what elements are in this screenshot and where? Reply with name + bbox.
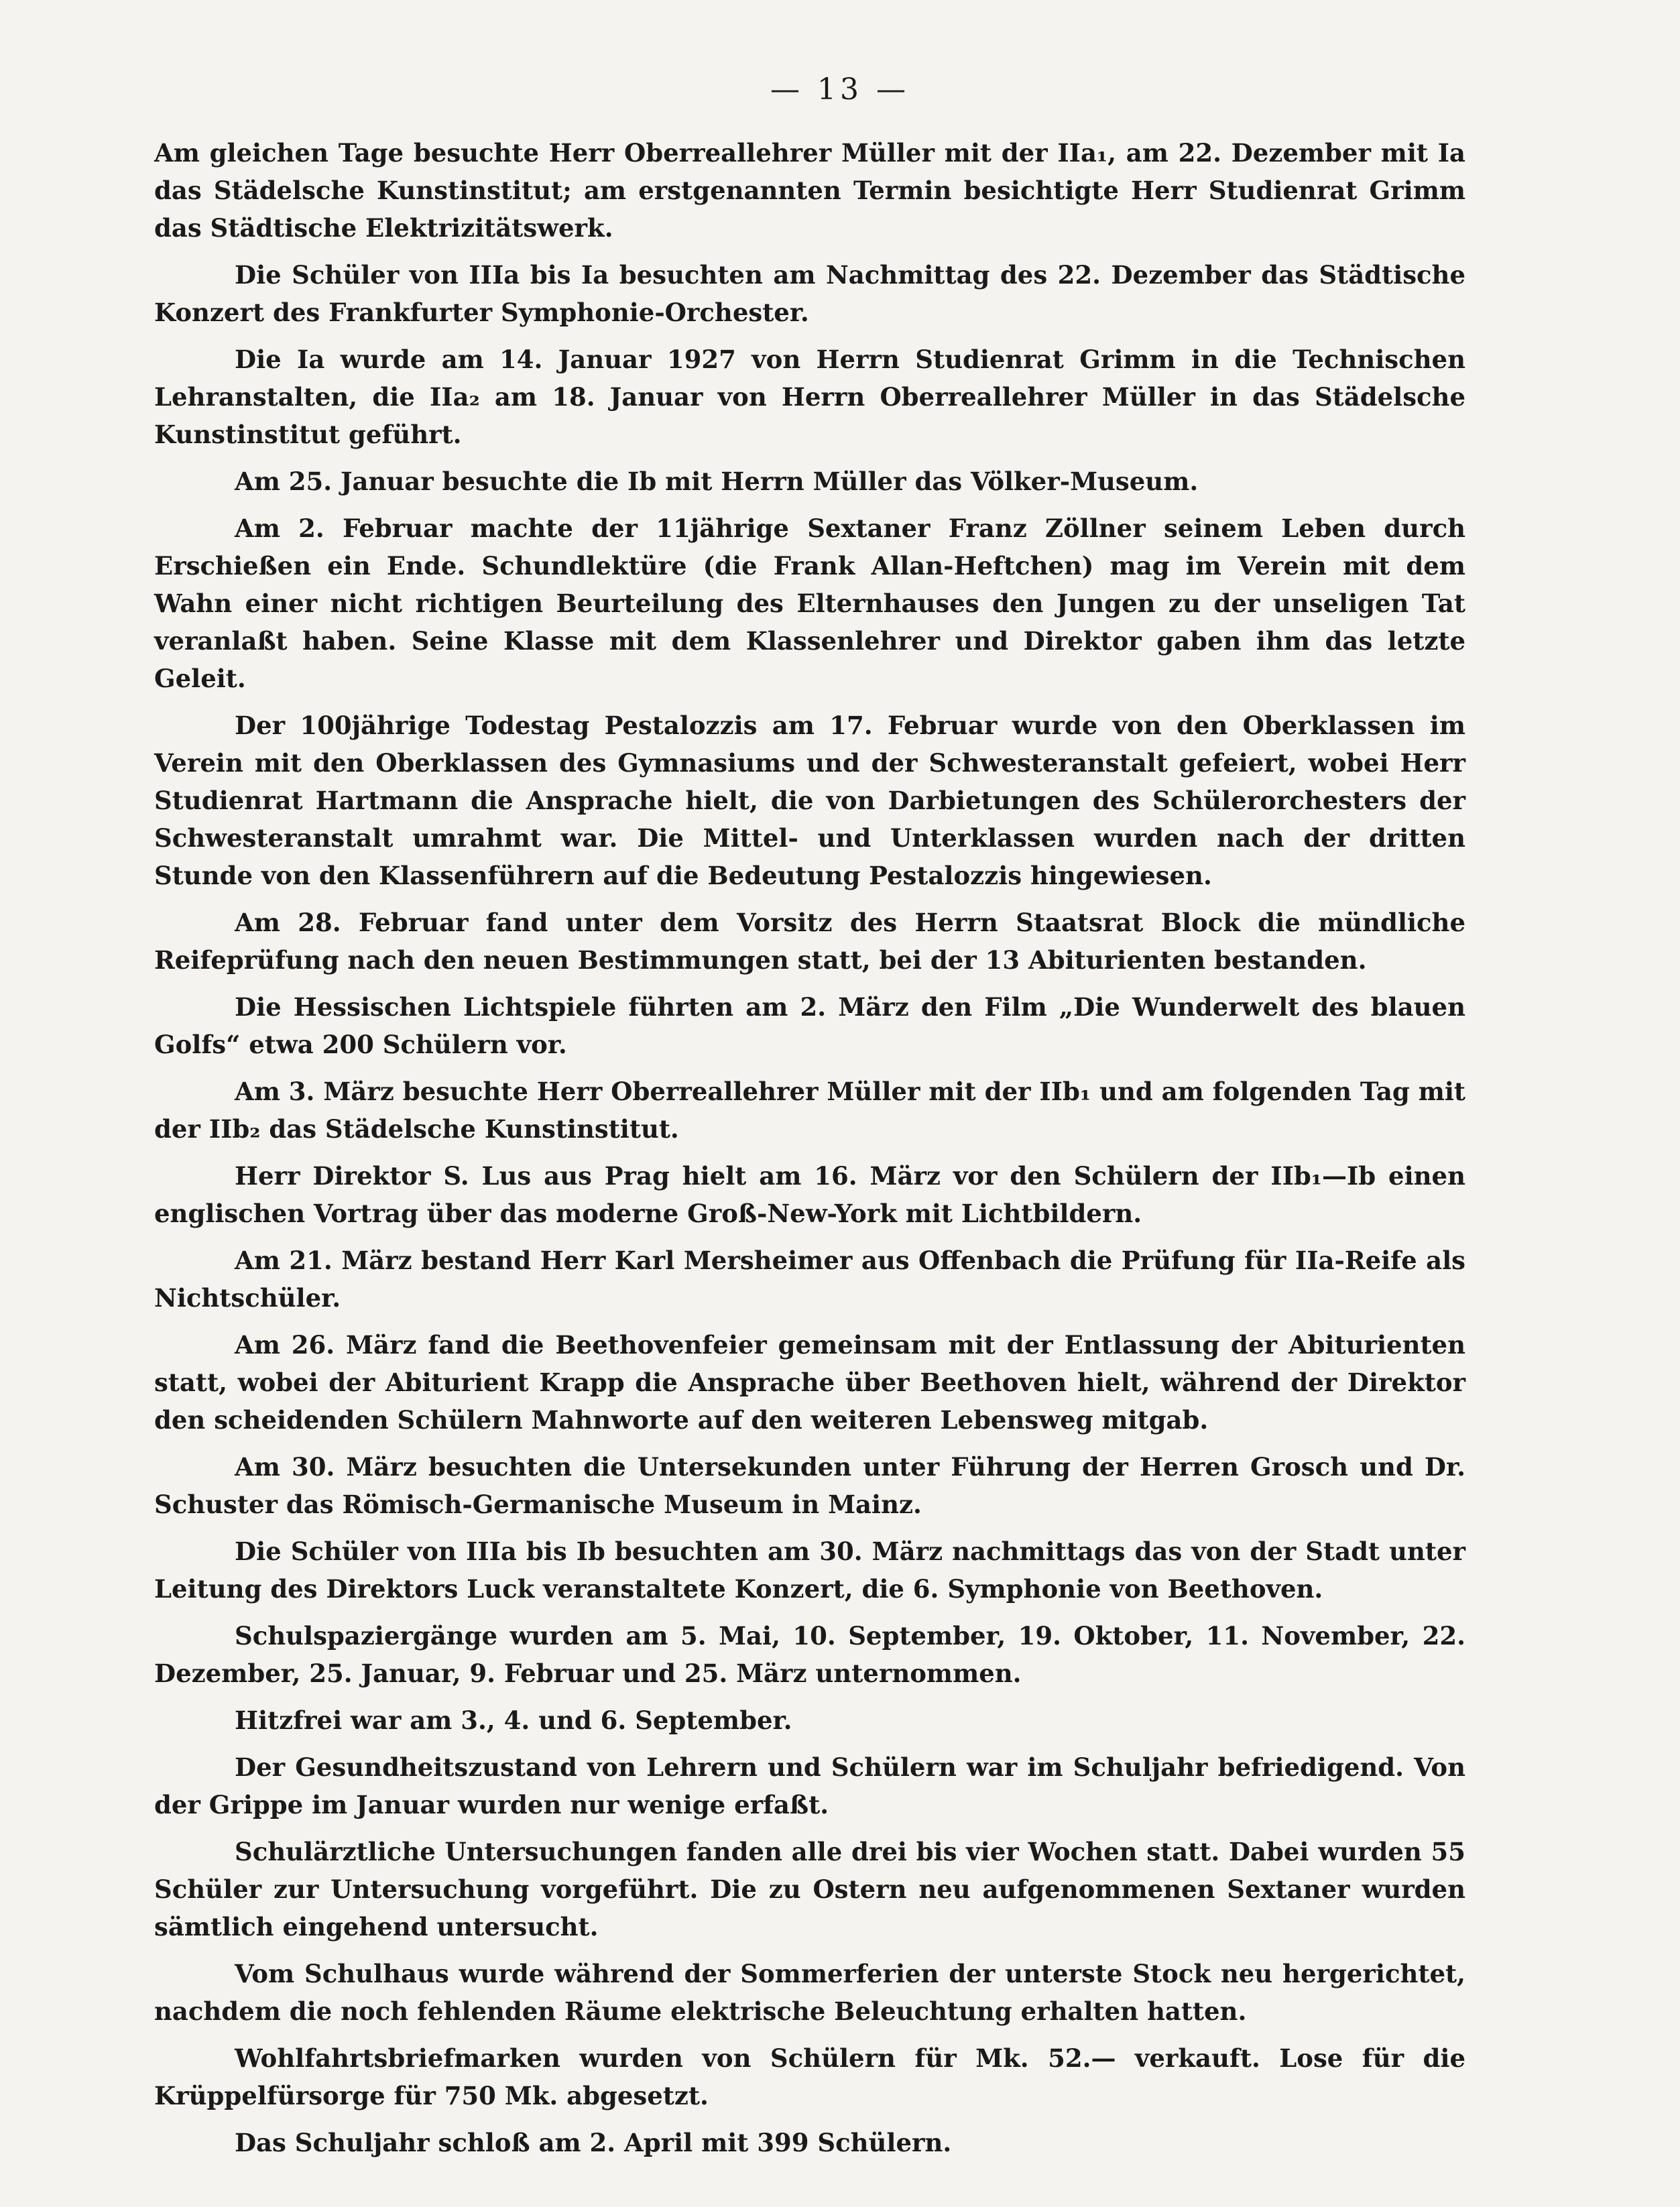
paragraph: Am 30. März besuchten die Untersekunden unter Führung der Herren Grosch und Dr. Schuster das Römisch-Germanische Museum in Mainz.	[154, 1452, 1465, 1519]
paragraph: Am 28. Februar fand unter dem Vorsitz des Herrn Staatsrat Block die mündliche Reifeprüfung nach den neuen Bestimmungen statt, bei der 13 Abiturienten bestanden.	[154, 908, 1465, 975]
paragraph: Die Ia wurde am 14. Januar 1927 von Herrn Studienrat Grimm in die Technischen Lehranstalten, die IIa₂ am 18. Januar von Herrn Oberreallehrer Müller in das Städelsche Kunstinstitut geführt.	[154, 345, 1465, 449]
paragraph: Herr Direktor S. Lus aus Prag hielt am 16. März vor den Schülern der IIb₁—Ib einen englischen Vortrag über das moderne Groß-New-York mit Lichtbildern.	[154, 1161, 1465, 1228]
paragraph: Schulärztliche Untersuchungen fanden alle drei bis vier Wochen statt. Dabei wurden 55 Schüler zur Untersuchung vorgeführt. Die zu Ostern neu aufgenommenen Sextaner wurden sämtlich eingehend untersucht.	[154, 1837, 1465, 1942]
paragraph: Die Schüler von IIIa bis Ib besuchten am 30. März nachmittags das von der Stadt unter Leitung des Direktors Luck veranstaltete Konzert, die 6. Symphonie von Beethoven.	[154, 1537, 1465, 1604]
paragraph: Das Schuljahr schloß am 2. April mit 399 Schülern.	[235, 2128, 952, 2157]
paragraph: Die Schüler von IIIa bis Ia besuchten am Nachmittag des 22. Dezember das Städtische Konzert des Frankfurter Symphonie-Orchester.	[154, 260, 1465, 327]
paragraph: Der 100jährige Todestag Pestalozzis am 17. Februar wurde von den Oberklassen im Verein mit den Oberklassen des Gymnasiums und der Schwesteranstalt gefeiert, wobei Herr Studienrat Hartmann die Ansprache hielt, die von Darbietungen des Schülerorchesters der Schwesteranstalt umrahmt war. Die Mittel- und Unterklassen wurden nach der dritten Stunde von den Klassenführern auf die Bedeutung Pestalozzis hingewiesen.	[154, 711, 1465, 890]
paragraph: Die Hessischen Lichtspiele führten am 2. März den Film „Die Wunderwelt des blauen Golfs“ etwa 200 Schülern vor.	[154, 992, 1465, 1059]
paragraph: Am 21. März bestand Herr Karl Mersheimer aus Offenbach die Prüfung für IIa-Reife als Nichtschüler.	[154, 1246, 1465, 1313]
paragraph: Am 26. März fand die Beethovenfeier gemeinsam mit der Entlassung der Abiturienten statt, wobei der Abiturient Krapp die Ansprache über Beethoven hielt, während der Direktor den scheidenden Schülern Mahnworte auf den weiteren Lebensweg mitgab.	[154, 1330, 1465, 1435]
paragraph: Am gleichen Tage besuchte Herr Oberreallehrer Müller mit der IIa₁, am 22. Dezember mit Ia das Städelsche Kunstinstitut; am erstgenannten Termin besichtigte Herr Studienrat Grimm das Städtische Elektrizitätswerk.	[154, 138, 1465, 243]
paragraph: Am 3. März besuchte Herr Oberreallehrer Müller mit der IIb₁ und am folgenden Tag mit der IIb₂ das Städelsche Kunstinstitut.	[154, 1077, 1465, 1144]
paragraph: Vom Schulhaus wurde während der Sommerferien der unterste Stock neu hergerichtet, nachdem die noch fehlenden Räume elektrische Beleuchtung erhalten hatten.	[154, 1959, 1465, 2026]
paragraph: Am 25. Januar besuchte die Ib mit Herrn Müller das Völker-Museum.	[235, 467, 1199, 496]
paragraph: Schulspaziergänge wurden am 5. Mai, 10. September, 19. Oktober, 11. November, 22. Dezember, 25. Januar, 9. Februar und 25. März unternommen.	[154, 1621, 1465, 1688]
page-body	[154, 134, 1465, 2171]
paragraph: Der Gesundheitszustand von Lehrern und Schülern war im Schuljahr befriedigend. Von der Grippe im Januar wurden nur wenige erfaßt.	[154, 1752, 1465, 1820]
paragraph: Hitzfrei war am 3., 4. und 6. September.	[235, 1706, 792, 1735]
paragraph: Wohlfahrtsbriefmarken wurden von Schülern für Mk. 52.— verkauft. Lose für die Krüppelfürsorge für 750 Mk. abgesetzt.	[154, 2043, 1465, 2110]
page-number: — 13 —	[770, 72, 910, 107]
paragraph: Am 2. Februar machte der 11jährige Sextaner Franz Zöllner seinem Leben durch Erschießen ein Ende. Schundlektüre (die Frank Allan-Heftchen) mag im Verein mit dem Wahn einer nicht richtigen Beurteilung des Elternhauses den Jungen zu der unseligen Tat veranlaßt haben. Seine Klasse mit dem Klassenlehrer und Direktor gaben ihm das letzte Geleit.	[154, 514, 1465, 693]
